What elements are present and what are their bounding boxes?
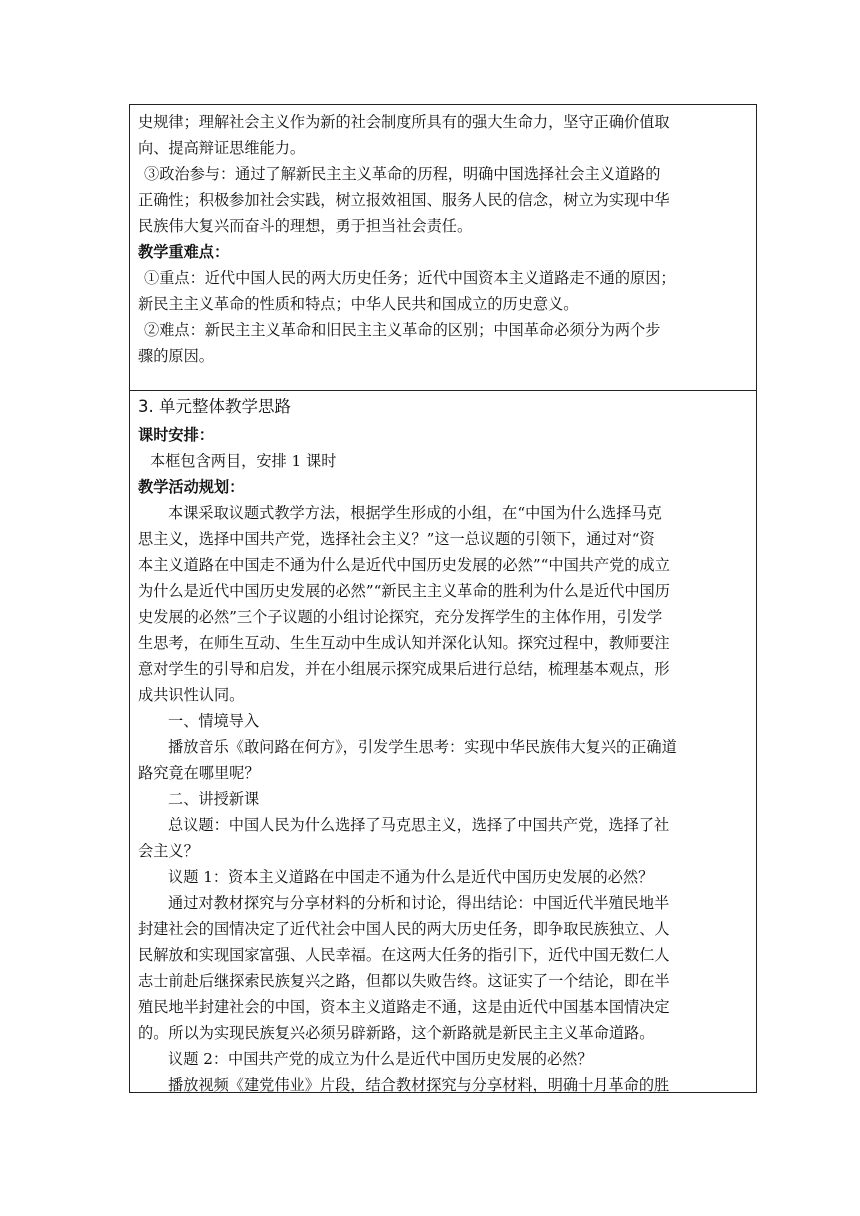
text-line: 播放音乐《敢问路在何方》，引发学生思考：实现中华民族伟大复兴的正确道 <box>168 738 677 756</box>
text-line: 民族伟大复兴而奋斗的理想，勇于担当社会责任。 <box>138 217 473 235</box>
text-line: 议题 2：中国共产党的成立为什么是近代中国历史发展的必然？ <box>168 1050 593 1068</box>
lesson-plan-table <box>129 104 757 1093</box>
text-line: 路究竟在哪里呢？ <box>138 764 260 782</box>
section-title: 3. 单元整体教学思路 <box>138 397 291 416</box>
text-line: 播放视频《建党伟业》片段，结合教材探究与分享材料，明确十月革命的胜 <box>168 1076 670 1094</box>
text-line: 会主义？ <box>138 842 199 860</box>
text-line: 史发展的必然”三个子议题的小组讨论探究，充分发挥学生的主体作用，引发学 <box>138 608 663 626</box>
text-line: 通过对教材探究与分享材料的分析和讨论，得出结论：中国近代半殖民地半 <box>168 894 670 912</box>
text-line: 思主义，选择中国共产党，选择社会主义？”这一总议题的引领下，通过对“资 <box>138 530 655 548</box>
text-line: 史规律；理解社会主义作为新的社会制度所具有的强大生命力，坚守正确价值取 <box>138 113 670 131</box>
text-line: 殖民地半封建社会的中国，资本主义道路走不通，这是由近代中国基本国情决定 <box>138 998 670 1016</box>
text-line: 本课采取议题式教学方法，根据学生形成的小组，在“中国为什么选择马克 <box>168 504 662 522</box>
text-line: 本框包含两目，安排 1 课时 <box>150 452 337 470</box>
text-line: 新民主主义革命的性质和特点；中华人民共和国成立的历史意义。 <box>138 295 579 313</box>
table-cell-objectives <box>130 105 756 391</box>
text-line: 骤的原因。 <box>138 347 214 365</box>
text-line: 议题 1：资本主义道路在中国走不通为什么是近代中国历史发展的必然？ <box>168 868 654 886</box>
text-line: 总议题：中国人民为什么选择了马克思主义，选择了中国共产党，选择了社 <box>168 816 670 834</box>
section-heading: 教学重难点： <box>138 243 230 261</box>
text-line: 志士前赴后继探索民族复兴之路，但都以失败告终。这证实了一个结论，即在半 <box>138 972 670 990</box>
text-line: 本主义道路在中国走不通为什么是近代中国历史发展的必然”“中国共产党的成立 <box>138 556 670 574</box>
section-heading: 教学活动规划： <box>138 478 245 496</box>
text-line: 意对学生的引导和启发，并在小组展示探究成果后进行总结，梳理基本观点，形 <box>138 660 670 678</box>
text-line: 的。所以为实现民族复兴必须另辟新路，这个新路就是新民主主义革命道路。 <box>138 1024 655 1042</box>
text-line: 成共识性认同。 <box>138 686 245 704</box>
text-line: ①重点：近代中国人民的两大历史任务；近代中国资本主义道路走不通的原因； <box>144 269 676 287</box>
text-line: 生思考，在师生互动、生生互动中生成认知并深化认知。探究过程中，教师要注 <box>138 634 670 652</box>
text-line: 一、情境导入 <box>168 712 260 730</box>
text-line: 民解放和实现国家富强、人民幸福。在这两大任务的指引下，近代中国无数仁人 <box>138 946 670 964</box>
text-line: 正确性；积极参加社会实践，树立报效祖国、服务人民的信念，树立为实现中华 <box>138 191 670 209</box>
section-heading: 课时安排： <box>138 426 214 444</box>
text-line: 二、讲授新课 <box>168 790 260 808</box>
text-line: 为什么是近代中国历史发展的必然”“新民主主义革命的胜利为什么是近代中国历 <box>138 582 670 600</box>
text-line: 向、提高辩证思维能力。 <box>138 139 306 157</box>
text-line: 封建社会的国情决定了近代社会中国人民的两大历史任务，即争取民族独立、人 <box>138 920 670 938</box>
text-line: ③政治参与：通过了解新民主主义革命的历程，明确中国选择社会主义道路的 <box>144 165 661 183</box>
text-line: ②难点：新民主主义革命和旧民主主义革命的区别；中国革命必须分为两个步 <box>144 321 661 339</box>
